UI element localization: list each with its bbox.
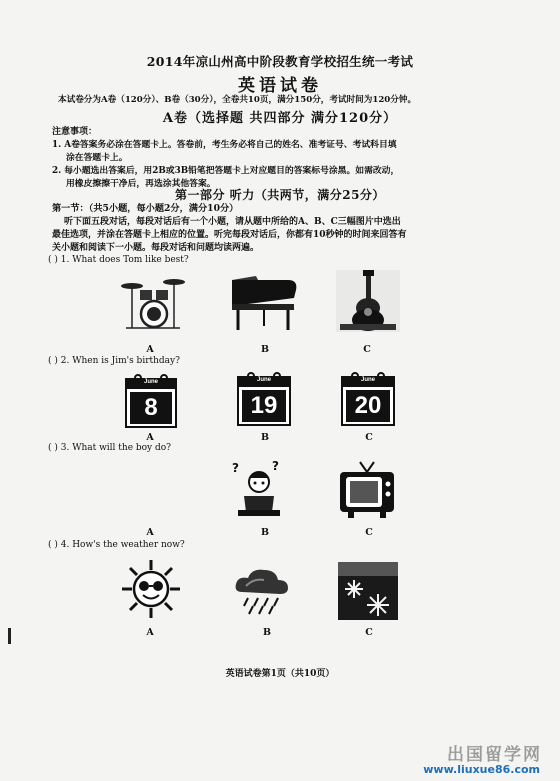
section-one-heading: 第一节：（共5小题，每小题2分，满分10分）	[52, 203, 239, 214]
calendar-month: June	[360, 377, 375, 383]
svg-text:?: ?	[232, 461, 239, 475]
option-label: A	[146, 432, 154, 443]
blank-picture	[118, 464, 178, 522]
question-3: ( ) 3. What will the boy do?	[48, 443, 172, 453]
cloud-rain-icon	[230, 566, 294, 616]
paper-a-heading: A卷（选择题 共四部分 满分120分）	[162, 111, 398, 126]
part-one-title: 第一部分 听力（共两节，满分25分）	[175, 188, 385, 202]
boy-with-question-icon	[228, 458, 290, 520]
instruction-line: 关小题和阅读下一小题。每段对话和问题均读两遍。	[52, 243, 260, 253]
calendar-icon	[340, 371, 396, 427]
question-1: ( ) 1. What does Tom like best?	[48, 255, 189, 265]
calendar-month: June	[256, 377, 271, 383]
calendar-day: 20	[354, 392, 382, 419]
calendar-day: 8	[144, 394, 158, 421]
watermark-site-name: 出国留学网	[447, 745, 542, 765]
page-footer: 英语试卷第1页（共10页）	[225, 669, 335, 679]
instruction-line: 听下面五段对话，每段对话后有一个小题，请从题中所给的A、B、C三幅图片中选出	[64, 217, 401, 227]
option-label: A	[146, 527, 154, 538]
option-label: A	[146, 627, 154, 638]
calendar-day: 19	[250, 392, 278, 419]
option-label: C	[365, 527, 373, 538]
option-label: B	[260, 527, 270, 538]
note-line: 用橡皮擦擦干净后，再选涂其他答案。	[66, 179, 216, 189]
guitar-icon	[336, 270, 400, 332]
question-2: ( ) 2. When is Jim's birthday?	[48, 356, 180, 366]
option-label: C	[363, 344, 371, 355]
option-label: B	[260, 344, 270, 355]
option-label: B	[260, 432, 270, 443]
instruction-line: 最佳选项，并涂在答题卡上相应的位置。听完每段对话后，你都有10秒钟的时间来回答有	[52, 230, 407, 240]
scan-edge-mark	[8, 628, 11, 644]
option-label: B	[262, 627, 272, 638]
snowflakes-icon	[338, 562, 398, 620]
note-line: 2. 每小题选出答案后，用2B或3B铅笔把答题卡上对应题目的答案标号涂黑。如需改动，	[52, 166, 400, 176]
question-4: ( ) 4. How's the weather now?	[48, 540, 185, 550]
svg-text:?: ?	[272, 459, 279, 473]
watermark-url: www.liuxue86.com	[423, 763, 540, 776]
drum-kit-icon	[118, 272, 188, 332]
notes-heading: 注意事项：	[52, 127, 98, 137]
sun-icon	[120, 558, 182, 620]
exam-title: 2014年凉山州高中阶段教育学校招生统一考试	[146, 54, 414, 69]
piano-icon	[228, 274, 300, 332]
option-label: A	[146, 344, 154, 355]
note-line: 涂在答题卡上。	[66, 153, 128, 163]
note-line: 1. A卷答案务必涂在答题卡上。答卷前，考生务必将自己的姓名、准考证号、考试科目填	[52, 140, 397, 150]
calendar-icon	[236, 371, 292, 427]
exam-info: 本试卷分为A卷（120分）、B卷（30分），全卷共10页，满分150分，考试时间为120分钟。	[58, 95, 417, 105]
television-icon	[336, 460, 398, 520]
subject-title: 英语试卷	[238, 76, 322, 96]
option-label: C	[365, 627, 373, 638]
option-label: C	[365, 432, 373, 443]
calendar-icon	[124, 373, 178, 429]
calendar-month: June	[143, 379, 158, 385]
